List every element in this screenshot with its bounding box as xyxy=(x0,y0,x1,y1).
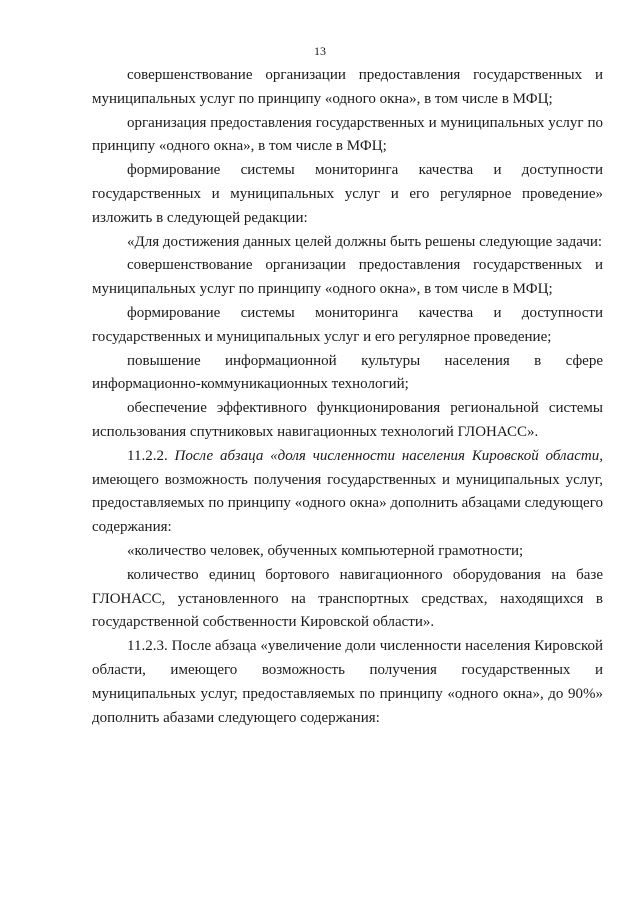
paragraph: обеспечение эффективного функционирования региональной системы использования спутниковых навигационных технологий ГЛОНАСС». xyxy=(92,400,603,440)
item-text: имеющего возможность получения государственных и муниципальных услуг, предоставляемых по принципу «одного окна» дополнить абзацами следующего содержания: xyxy=(92,471,603,536)
item-number: 11.2.2. xyxy=(127,447,168,464)
paragraph: формирование системы мониторинга качества и доступности государственных и муниципальных услуг и его регулярное проведение; xyxy=(92,304,603,345)
page-number: 13 xyxy=(314,44,326,58)
paragraph: количество единиц бортового навигационного оборудования на базе ГЛОНАСС, установленного на транспортных средствах, находящихся в государственной собственности Кировской области». xyxy=(92,566,603,631)
paragraph: «Для достижения данных целей должны быть решены следующие задачи: xyxy=(127,233,603,250)
paragraph: организация предоставления государственных и муниципальных услуг по принципу «одного окна», в том числе в МФЦ; xyxy=(92,114,603,155)
paragraph: совершенствование организации предоставления государственных и муниципальных услуг по принципу «одного окна», в том числе в МФЦ; xyxy=(92,67,603,107)
paragraph: формирование системы мониторинга качества и доступности государственных и муниципальных услуг и его регулярное проведение» изложить в следующей редакции: xyxy=(92,162,603,226)
paragraph: повышение информационной культуры населения в сфере информационно-коммуникационных технологий; xyxy=(92,352,603,393)
paragraph: совершенствование организации предоставления государственных и муниципальных услуг по принципу «одного окна», в том числе в МФЦ; xyxy=(92,257,603,298)
item-text: После абзаца «увеличение доли численности населения Кировской области, имеющего возможность получения государственных и муниципальных услуг, предоставляемых по принципу «одного окна», до 90%» дополнить абазами следующего содержания: xyxy=(92,638,604,726)
item-11-2-2 xyxy=(92,445,603,540)
item-number: 11.2.3. xyxy=(127,638,168,655)
document-body xyxy=(92,64,603,730)
paragraph: «количество человек, обученных компьютерной грамотности; xyxy=(127,542,524,559)
item-italic-text: После абзаца «доля численности населения Кировской области, xyxy=(174,447,603,464)
item-11-2-3 xyxy=(92,635,603,730)
